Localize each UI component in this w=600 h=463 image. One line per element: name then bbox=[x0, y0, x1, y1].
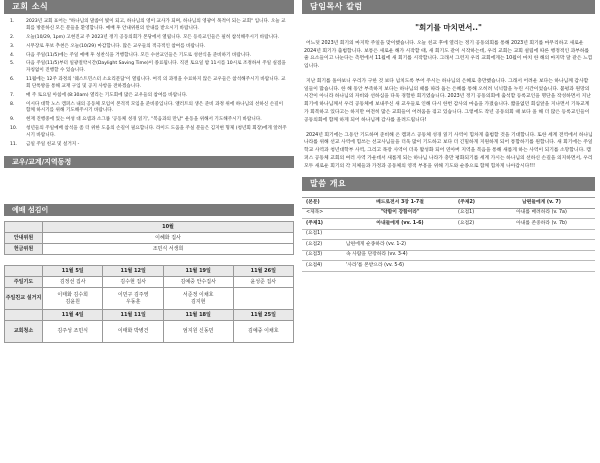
cleaning-label: 교회청소 bbox=[5, 321, 43, 343]
sermon-title: 말씀 개요 bbox=[302, 177, 595, 191]
worship-title: 예배 섬김이 bbox=[4, 204, 294, 216]
community-title: 교우/교계/지역동정 bbox=[4, 156, 294, 168]
news-item-number: 5. bbox=[10, 61, 15, 67]
date2-corner bbox=[5, 310, 43, 321]
sermon-r0c3: 아내를 배려하라 (v. 7a) bbox=[484, 208, 595, 219]
column-paragraph-1: 어느덧 2023년 회기의 마지막 주일을 맞이했습니다. 오늘 친교 후에 열리는 정기 공동의회를 통해 2023년 회기를 마무리하고 새로운 2024년 회기가 출범합니다. 보통은 새로운 해가 시작할 때, 새 회기도 같이 시작하는데, 우리 교회는 교회 설립에 따른 행정적인 과부하를 줄 요소들이고 나눈다는 측면에서 11월에 새 회기를 시작합니다. 그래서 그런지 우리 교회에게는 10월이 마치 한 해의 마지막 달 같은 느낌입니다. bbox=[304, 40, 593, 70]
worship-table bbox=[4, 221, 294, 343]
news-item-number: 8. bbox=[10, 101, 15, 107]
prayer-nov26: 윤성준 집사 bbox=[233, 277, 293, 288]
clean-nov25: 김예중 이채호 bbox=[233, 321, 293, 343]
news-item-text: 오늘(10/29, 1pm) 고현진교 주 2023년 정기 공동의회가 본당에서 열립니다. 모든 등록교인들은 필히 참석해주시기 바랍니다. bbox=[26, 34, 280, 40]
usher-label: 안내위원 bbox=[5, 233, 43, 244]
news-item-text: 11월에는 12주 과정의 '웨스트민스터 소요리문답'이 열립니다. 여직 의 과정을 수료하지 않은 교우들은 참석해주시기 바랍니다. 교회 단톡방을 통해 교재 구입 및 공지 사항을 전하겠습니다. bbox=[26, 77, 286, 89]
news-item bbox=[10, 142, 288, 149]
sermon-table bbox=[302, 197, 595, 272]
sermon-r5c2 bbox=[454, 261, 484, 272]
news-item bbox=[10, 102, 288, 115]
news-item-number: 2. bbox=[10, 34, 15, 40]
sermon-r2c0: (요점1) bbox=[302, 229, 342, 240]
news-item bbox=[10, 126, 288, 139]
news-item bbox=[10, 35, 288, 42]
news-item bbox=[10, 117, 288, 124]
right-column bbox=[302, 0, 595, 272]
news-item-number: 1. bbox=[10, 19, 15, 24]
sermon-r0c1: "약함이 강함이라" bbox=[342, 208, 454, 219]
setup-nov5-line2: 김윤원 bbox=[65, 298, 80, 305]
news-item-text: 다음 주일(11/5)부터 일광절약시간(Daylight Saving Time)이 종료됩니다. 직전 토요일 밤 11시를 10시로 조정하셔 주일 실점을 자칭없이 진행할 수 있습니다. bbox=[26, 61, 286, 74]
date-nov18: 11월 18일 bbox=[163, 310, 233, 321]
sermon-r2c1 bbox=[342, 229, 454, 240]
news-title: 교회 소식 bbox=[4, 0, 294, 14]
sermon-r1c3: 아내를 존중하라 (v. 7b) bbox=[484, 219, 595, 230]
date-nov12: 11월 12일 bbox=[103, 266, 163, 277]
offering-value: 조민식 서생희 bbox=[43, 244, 294, 255]
pastor-title: 담임목사 칼럼 bbox=[302, 0, 595, 14]
news-list bbox=[4, 14, 294, 148]
offering-label: 헌금위원 bbox=[5, 244, 43, 255]
sermon-r4c3 bbox=[484, 250, 595, 261]
sermon-r3c1: 남편에게 순종하라 (vv. 1-2) bbox=[342, 240, 454, 251]
column-title: "회기를 마치면서.." bbox=[415, 23, 482, 32]
sermon-r4c1: 속 사람을 단장하라 (vv. 3-4) bbox=[342, 250, 454, 261]
setup-nov12-line2: 우동훈 bbox=[125, 298, 141, 305]
setup-nov12 bbox=[103, 288, 163, 310]
sermon-r2c2 bbox=[454, 229, 484, 240]
sermon-r4c0: (요점3) bbox=[302, 250, 342, 261]
date-nov11: 11월 11일 bbox=[103, 310, 163, 321]
sermon-r1c0: (주제1) bbox=[302, 219, 342, 230]
news-item bbox=[10, 44, 288, 51]
news-item-number: 4. bbox=[10, 52, 15, 58]
news-item-number: 10. bbox=[10, 126, 18, 132]
news-item bbox=[10, 19, 288, 32]
setup-nov26 bbox=[233, 288, 293, 310]
news-item-number: 3. bbox=[10, 43, 15, 49]
sermon-h1: 베드로전서 3장 1-7절 bbox=[342, 198, 454, 209]
setup-nov19-line1: 서준정 이채호 bbox=[182, 291, 214, 298]
sermon-r0c0: <제목> bbox=[302, 208, 342, 219]
news-item-number: 7. bbox=[10, 92, 15, 98]
column-body bbox=[302, 40, 595, 170]
setup-nov12-line1: 이민구 김주영 bbox=[117, 291, 149, 298]
news-item-text: 이시다 대학 노스 캠퍼스 내의 공동체 모임이 본격적 모임을 준비중입니다. 앨러트의 생은 준비 과정 위에 하나님의 선하신 손길이 함께 하시기를 위해 기도해주시기 바랍니다. bbox=[26, 101, 284, 114]
news-item bbox=[10, 61, 288, 74]
sermon-r0c2: (요점1) bbox=[454, 208, 484, 219]
sermon-r5c3 bbox=[484, 261, 595, 272]
clean-nov11: 이태화 박병건 bbox=[103, 321, 163, 343]
setup-nov5 bbox=[43, 288, 103, 310]
setup-label: 주일친교 설거지 bbox=[5, 288, 43, 310]
sermon-r1c2: (요점2) bbox=[454, 219, 484, 230]
prayer-nov19: 김예중 안수집사 bbox=[163, 277, 233, 288]
usher-value: 이혜화 집사 bbox=[43, 233, 294, 244]
news-item-number: 6. bbox=[10, 77, 15, 83]
news-item-text: 금일 주일 친교 및 설거지 - bbox=[26, 141, 80, 147]
community-body bbox=[4, 168, 294, 200]
sermon-h2: (주제2) bbox=[454, 198, 484, 209]
date-nov5: 11월 5일 bbox=[43, 266, 103, 277]
left-column bbox=[4, 0, 294, 343]
clean-nov4: 김주성 조민식 bbox=[43, 321, 103, 343]
news-item-text: 시무장로 후보 추천은 오늘(10/29) 마감합니다. 많은 교우들의 적극적인 참여를 바랍니다. bbox=[26, 43, 206, 49]
prayer-nov5: 김정선 집사 bbox=[43, 277, 103, 288]
sermon-h0: (본문) bbox=[302, 198, 342, 209]
news-item-text: 2023년 교회 표어는 "하나님의 말씀이 빛이 되고, 하나님의 영이 교사가 되며, 하나님의 영광이 목적이 되는 교회" 입니다. 오늘 교회를 방문하신 모든 분들을 환영합니다. 예배 후 안내위원의 안내를 받으시기 바랍니다. bbox=[26, 19, 286, 31]
sermon-r5c1: '사라'를 본받으라 (vv. 5-6) bbox=[342, 261, 454, 272]
news-item-text: 청년들의 주일예배 참석을 좀 더 위한 도움의 손길이 필요합니다. 라이드 도움을 주실 분들은 김지현 형제 (청년회 회장)에게 알려주시기 바랍니다. bbox=[26, 126, 287, 138]
date-nov19: 11월 19일 bbox=[163, 266, 233, 277]
news-item-number: 9. bbox=[10, 117, 15, 123]
sermon-r3c0: (요점2) bbox=[302, 240, 342, 251]
sermon-r3c3 bbox=[484, 240, 595, 251]
sermon-r5c0: (요점4) bbox=[302, 261, 342, 272]
sermon-r3c2 bbox=[454, 240, 484, 251]
sermon-r2c3 bbox=[484, 229, 595, 240]
date-nov25: 11월 25일 bbox=[233, 310, 293, 321]
column-paragraph-2: 지난 회기를 돌아보니 우리가 구한 것 보다 넘치도록 부어 주시는 하나님의 은혜로 충만했습니다. 그래서 어려운 보다는 하나님께 감사할 일들이 많습니다. 한 해 동안 부족하지 보다는 하나님의 때를 따라 돕는 은혜를 통해 오히려 넉넉함을 누린 시간이었습니다. 불평과 원망의 시간이 아니라 하나님의 자비와 선하심을 다욱 경험한 회기였습니다. 2023년 정기 공동의회에 출석할 등록교인을 명단을 작성하면서 지난 회기에 하나님께서 우리 공동체에 보내주신 새 교우들로 인해 다시 한번 감사의 마음을 가졌습니다. 짧을없던 회심앞을 지나면서 기독교계가 회복하고 있다고는 하지만 여전히 많은 교회들이 어려움을 겪고 있습니다. 그렇에도 작년 공동의회 때 보다 올 해 더 많은 등록교인들이 공동의회에 함께 하게 되어 하나님께 감사를 올려드립니다! bbox=[304, 78, 591, 123]
setup-nov5-line1: 이태화 김수희 bbox=[57, 291, 88, 298]
news-item-number: 11. bbox=[10, 141, 18, 147]
setup-nov19-line2: 김지현 bbox=[190, 298, 206, 305]
setup-nov19 bbox=[163, 288, 233, 310]
news-item-text: 현재 진행중에 있는 여성 대 요셉과 소그룹 '공동체 성경 읽기', "복음과의 만남" 운동을 위해서 기도해주시기 바랍니다. bbox=[26, 117, 262, 123]
news-item bbox=[10, 77, 288, 90]
date-nov4: 11월 4일 bbox=[43, 310, 103, 321]
prayer-nov12: 김수현 집사 bbox=[103, 277, 163, 288]
clean-nov18: 엄지원 신동민 bbox=[163, 321, 233, 343]
date-corner bbox=[5, 266, 43, 277]
news-item bbox=[10, 53, 288, 60]
news-items bbox=[10, 19, 288, 148]
month-header: 10월 bbox=[43, 222, 294, 233]
news-item-text: 다음 주일(11/5)에는 주일 예배 후 성찬식을 거행합니다. 모든 수찬교인들은 기도로 성찬식을 준비하기 바랍니다. bbox=[26, 52, 252, 58]
sermon-r1c1: 아내들에게 (vv. 1-6) bbox=[342, 219, 454, 230]
news-item bbox=[10, 93, 288, 100]
date-nov26: 11월 26일 bbox=[233, 266, 293, 277]
sermon-r4c2 bbox=[454, 250, 484, 261]
sermon-h3: 남편들에게 (v. 7) bbox=[484, 198, 595, 209]
news-item-text: 매 주 토요일 아침에 (8:30am) 열리는 기도회에 많은 교우들의 참여를 바랍니다. bbox=[26, 92, 188, 98]
corner-cell bbox=[5, 222, 43, 233]
spacer-row bbox=[5, 255, 294, 266]
prayer-label: 주일기도 bbox=[5, 277, 43, 288]
column-paragraph-3: 2024년 회기에는 그동안 기도하며 준비해 온 캠퍼스 공동체 성경 읽기 사역이 힘차게 출범할 것을 기대합니다. 또한 세계 전역에서 하나님 나라를 위해 선교 사역에 힘쓰는 선교사님들을 더욱 많이 기도하고 보다 더 긴밀하게 지원하게 되어 통합하기를 원합니다. 새 회기에는 주일학교 사역과 청년대학부 사역, 그리고 목장 사역이 더욱 활성화 되어 연아버 지역을 복음을 통해 새롭게 하는 사역이 되기를 소망합니다. 캠퍼스 공동체 교회의 여러 사역 가운데서 새롭게 되는 하나님 나라가 충만 평화되기를 세계 가시는 하나님의 선하신 손길을 의지하면서, 우리 모두 새로운 회기의 각 지체들과 가정과 공동체의 영적 부흥을 위해 기도와 순종으로 함께 힘차게 나아갑시다!!! bbox=[304, 132, 593, 169]
